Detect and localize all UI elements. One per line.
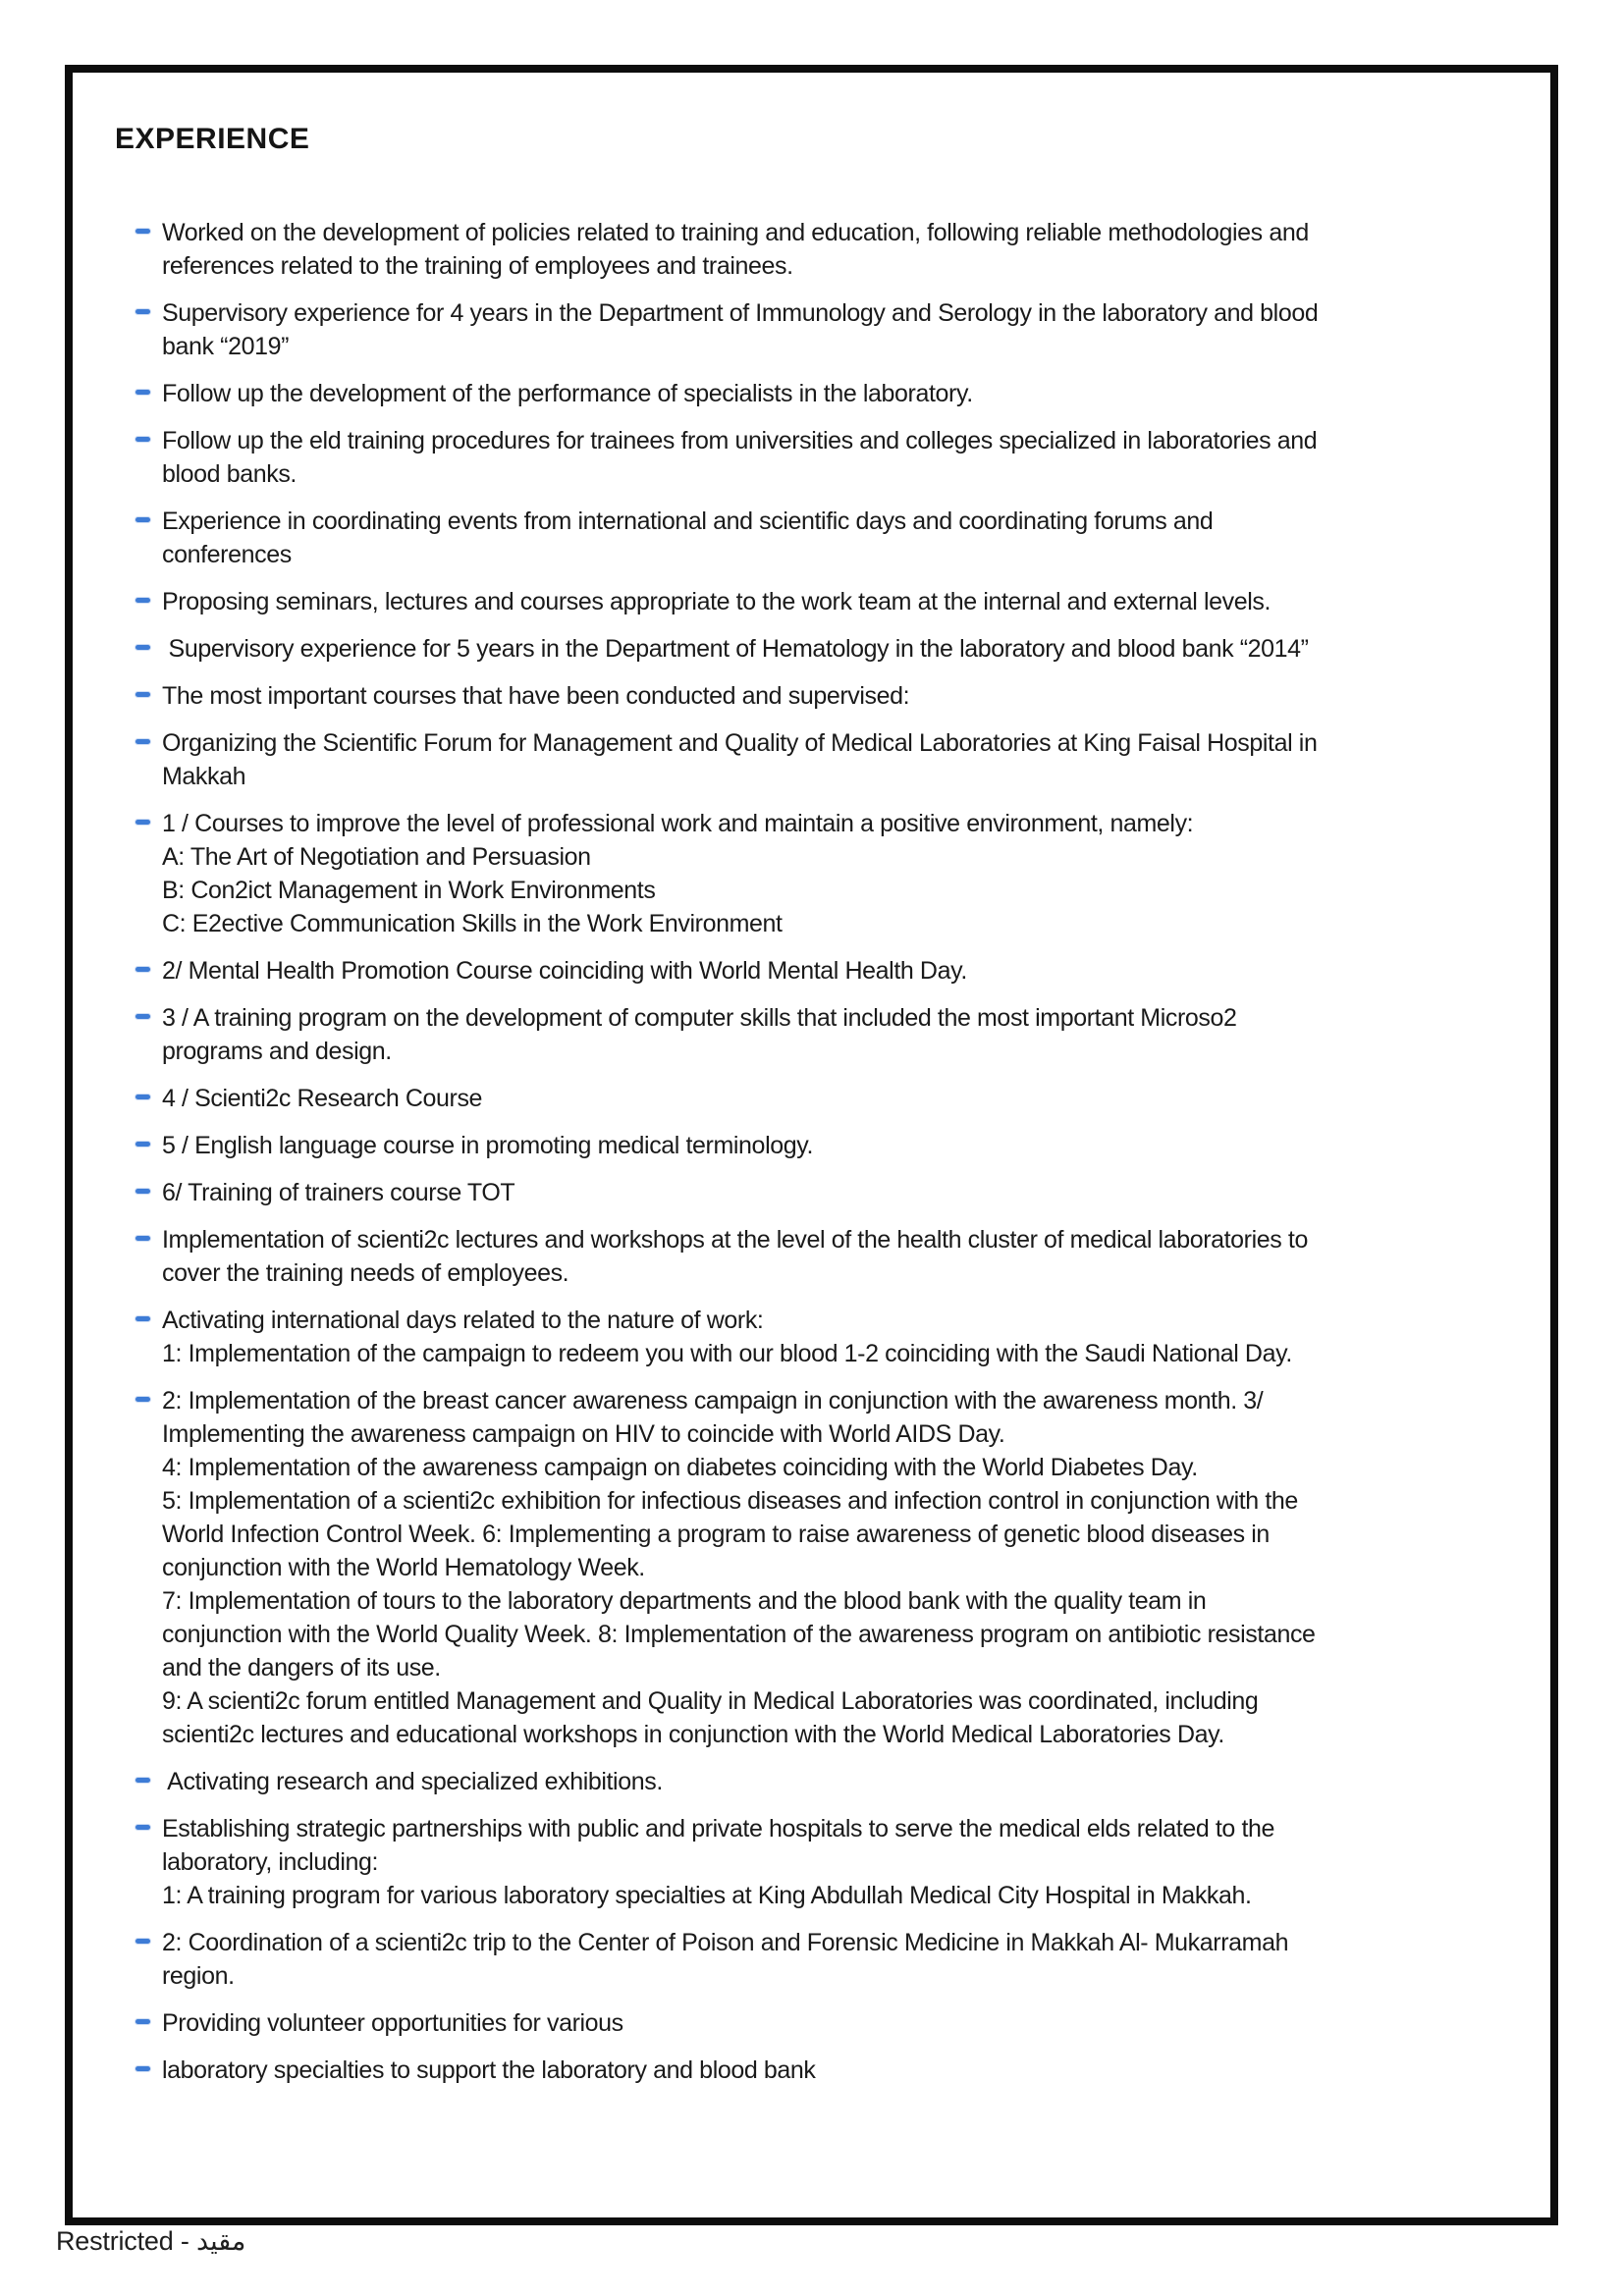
dash-bullet-icon <box>135 1316 150 1321</box>
list-item-text <box>162 2006 623 2040</box>
dash-bullet-icon <box>135 517 150 522</box>
dash-bullet-icon <box>135 229 150 234</box>
list-item-line: blood banks. <box>162 460 297 488</box>
list-item-line: Providing volunteer opportunities for various <box>162 2009 623 2037</box>
list-item-text <box>162 1129 813 1162</box>
experience-list-item <box>135 1304 1550 1370</box>
dash-bullet-icon <box>135 1778 150 1783</box>
dash-bullet-icon <box>135 2066 150 2071</box>
experience-list-item <box>135 679 1550 713</box>
list-item-text <box>162 377 973 410</box>
experience-list-item <box>135 1223 1550 1290</box>
list-item-text <box>162 1223 1308 1290</box>
experience-list-item <box>135 1384 1550 1751</box>
list-item-line: Follow up the development of the performance of specialists in the laboratory. <box>162 380 973 407</box>
experience-list-item <box>135 505 1550 571</box>
list-item-line: scienti2c lectures and educational workshops in conjunction with the World Medical Laboratories Day. <box>162 1721 1224 1748</box>
list-item-line: A: The Art of Negotiation and Persuasion <box>162 843 591 871</box>
list-item-line: Makkah <box>162 763 246 790</box>
dash-bullet-icon <box>135 437 150 442</box>
list-item-line: 1 / Courses to improve the level of professional work and maintain a positive environment, namely: <box>162 810 1194 837</box>
experience-list-item <box>135 1765 1550 1798</box>
experience-list-item <box>135 632 1550 666</box>
experience-list-item <box>135 296 1550 363</box>
list-item-text <box>162 424 1317 491</box>
list-item-text <box>162 1082 482 1115</box>
list-item-line: 5 / English language course in promoting medical terminology. <box>162 1132 814 1159</box>
list-item-text <box>162 679 909 713</box>
experience-list-item <box>135 1082 1550 1115</box>
list-item-line: Establishing strategic partnerships with public and private hospitals to serve the medical elds related to the <box>162 1815 1275 1842</box>
list-item-line: 3 / A training program on the development of computer skills that included the most important Microso2 <box>162 1004 1237 1032</box>
list-item-line: 4 / Scienti2c Research Course <box>162 1085 483 1112</box>
list-item-line: cover the training needs of employees. <box>162 1259 569 1287</box>
list-item-text <box>162 807 1193 940</box>
list-item-line: 6/ Training of trainers course TOT <box>162 1179 515 1206</box>
list-item-line: Experience in coordinating events from international and scientific days and coordinating forums and <box>162 507 1214 535</box>
list-item-line: 2/ Mental Health Promotion Course coinciding with World Mental Health Day. <box>162 957 967 985</box>
list-item-line: laboratory, including: <box>162 1848 379 1876</box>
dash-bullet-icon <box>135 1825 150 1830</box>
list-item-line: 9: A scienti2c forum entitled Management and Quality in Medical Laboratories was coordinated, including <box>162 1687 1259 1715</box>
dash-bullet-icon <box>135 1397 150 1402</box>
experience-list-item <box>135 1176 1550 1209</box>
list-item-text <box>162 296 1318 363</box>
experience-list-item <box>135 424 1550 491</box>
experience-list <box>135 216 1550 2087</box>
list-item-line: 2: Coordination of a scienti2c trip to the Center of Poison and Forensic Medicine in Makkah Al- Mukarramah <box>162 1929 1289 1956</box>
experience-list-item <box>135 1812 1550 1912</box>
experience-list-item <box>135 726 1550 793</box>
list-item-line: programs and design. <box>162 1038 392 1065</box>
list-item-line: conferences <box>162 541 292 568</box>
list-item-line: C: E2ective Communication Skills in the Work Environment <box>162 910 783 937</box>
list-item-text <box>162 954 967 988</box>
list-item-text <box>162 1176 514 1209</box>
dash-bullet-icon <box>135 2019 150 2024</box>
list-item-text <box>162 1926 1288 1993</box>
dash-bullet-icon <box>135 739 150 744</box>
dash-bullet-icon <box>135 1236 150 1241</box>
experience-list-item <box>135 377 1550 410</box>
experience-list-item <box>135 807 1550 940</box>
list-item-text <box>162 2054 816 2087</box>
list-item-text <box>162 726 1317 793</box>
list-item-line: World Infection Control Week. 6: Implementing a program to raise awareness of genetic blood diseases in <box>162 1521 1270 1548</box>
experience-list-item <box>135 216 1550 283</box>
experience-list-item <box>135 1001 1550 1068</box>
list-item-line: Worked on the development of policies related to training and education, following reliable methodologies and <box>162 219 1309 246</box>
experience-list-item <box>135 954 1550 988</box>
experience-list-item <box>135 2006 1550 2040</box>
list-item-line: references related to the training of employees and trainees. <box>162 252 793 280</box>
dash-bullet-icon <box>135 1939 150 1944</box>
experience-list-item <box>135 1926 1550 1993</box>
list-item-text <box>162 1001 1237 1068</box>
list-item-line: bank “2019” <box>162 333 290 360</box>
list-item-line: 5: Implementation of a scienti2c exhibition for infectious diseases and infection control in conjunction with the <box>162 1487 1298 1515</box>
list-item-text <box>162 1384 1316 1751</box>
experience-section-heading: EXPERIENCE <box>115 123 310 155</box>
list-item-line: region. <box>162 1962 235 1990</box>
list-item-line: Activating research and specialized exhibitions. <box>162 1768 663 1795</box>
list-item-line: 4: Implementation of the awareness campaign on diabetes coinciding with the World Diabetes Day. <box>162 1454 1198 1481</box>
dash-bullet-icon <box>135 967 150 972</box>
dash-bullet-icon <box>135 1142 150 1147</box>
dash-bullet-icon <box>135 645 150 650</box>
list-item-line: Supervisory experience for 5 years in the Department of Hematology in the laboratory and blood bank “2014” <box>162 635 1309 663</box>
list-item-line: conjunction with the World Quality Week. 8: Implementation of the awareness program on antibiotic resistance <box>162 1621 1316 1648</box>
list-item-text <box>162 585 1271 618</box>
list-item-line: laboratory specialties to support the laboratory and blood bank <box>162 2056 816 2084</box>
page-border-frame <box>65 65 1558 2225</box>
list-item-line: The most important courses that have been conducted and supervised: <box>162 682 910 710</box>
list-item-line: Follow up the eld training procedures for trainees from universities and colleges specialized in laboratories and <box>162 427 1318 454</box>
list-item-text <box>162 632 1309 666</box>
dash-bullet-icon <box>135 692 150 697</box>
list-item-text <box>162 505 1213 571</box>
dash-bullet-icon <box>135 1095 150 1099</box>
list-item-line: 2: Implementation of the breast cancer awareness campaign in conjunction with the awareness month. 3/ <box>162 1387 1264 1415</box>
list-item-text <box>162 216 1309 283</box>
dash-bullet-icon <box>135 390 150 395</box>
dash-bullet-icon <box>135 309 150 314</box>
list-item-line: Supervisory experience for 4 years in the Department of Immunology and Serology in the laboratory and blood <box>162 299 1319 327</box>
list-item-line: and the dangers of its use. <box>162 1654 441 1682</box>
list-item-line: B: Con2ict Management in Work Environments <box>162 877 656 904</box>
list-item-line: 1: A training program for various laboratory specialties at King Abdullah Medical City Hospital in Makkah. <box>162 1882 1252 1909</box>
list-item-line: Activating international days related to the nature of work: <box>162 1307 764 1334</box>
list-item-text <box>162 1812 1274 1912</box>
list-item-line: 7: Implementation of tours to the laboratory departments and the blood bank with the quality team in <box>162 1587 1207 1615</box>
list-item-line: Proposing seminars, lectures and courses appropriate to the work team at the internal and external levels. <box>162 588 1271 615</box>
dash-bullet-icon <box>135 1189 150 1194</box>
list-item-line: Implementation of scienti2c lectures and workshops at the level of the health cluster of medical laboratories to <box>162 1226 1308 1254</box>
experience-list-item <box>135 585 1550 618</box>
list-item-line: Implementing the awareness campaign on HIV to coincide with World AIDS Day. <box>162 1420 1005 1448</box>
list-item-line: Organizing the Scientific Forum for Management and Quality of Medical Laboratories at King Faisal Hospital in <box>162 729 1318 757</box>
experience-list-item <box>135 1129 1550 1162</box>
list-item-text <box>162 1304 1292 1370</box>
list-item-line: conjunction with the World Hematology Week. <box>162 1554 645 1581</box>
footer-classification-label: Restricted - مقيد <box>56 2226 246 2256</box>
list-item-text <box>162 1765 663 1798</box>
list-item-line: 1: Implementation of the campaign to redeem you with our blood 1-2 coinciding with the Saudi National Day. <box>162 1340 1292 1367</box>
dash-bullet-icon <box>135 820 150 825</box>
dash-bullet-icon <box>135 1014 150 1019</box>
dash-bullet-icon <box>135 598 150 603</box>
experience-list-item <box>135 2054 1550 2087</box>
